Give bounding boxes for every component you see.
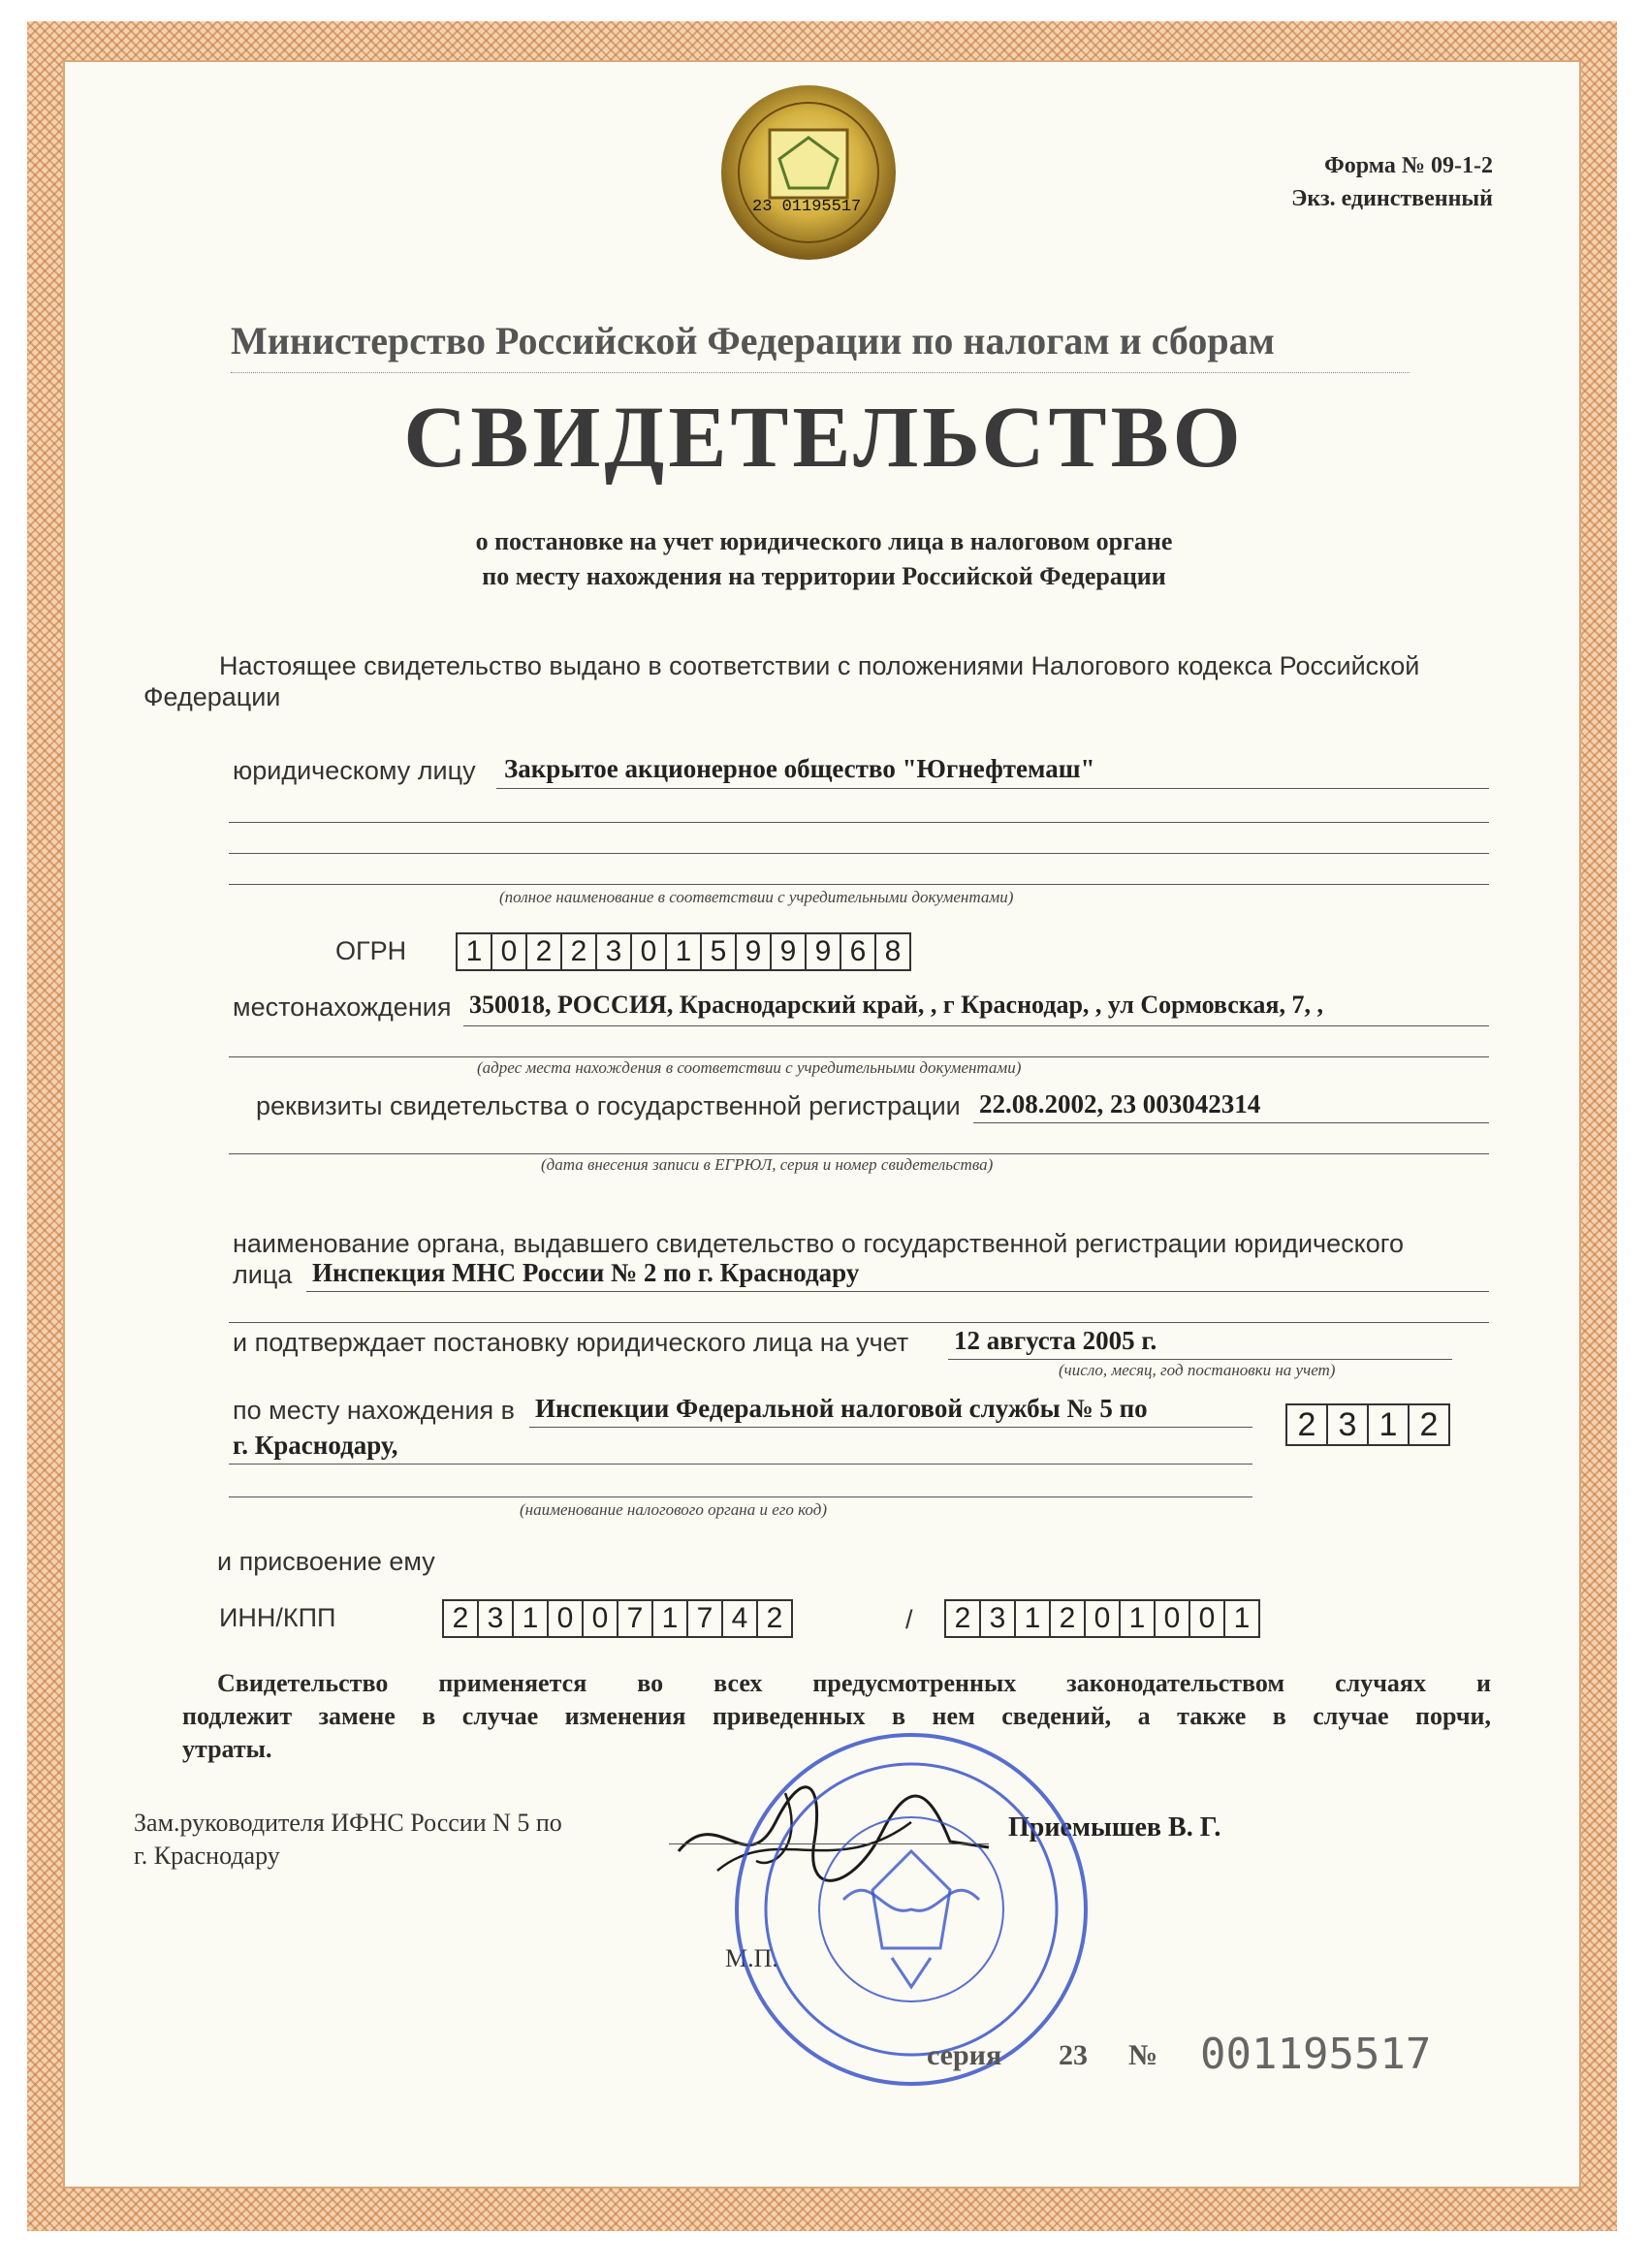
kpp-digit: 1	[1121, 1601, 1156, 1636]
kpp-digit: 0	[1086, 1601, 1121, 1636]
tax-office-code-boxes	[1285, 1403, 1450, 1446]
registration-line-1	[973, 1122, 1489, 1123]
subtitle-line-1: о постановке на учет юридического лица в налоговом органе	[475, 527, 1173, 555]
ogrn-digit: 9	[737, 934, 772, 969]
subtitle-line-2: по месту нахождения на территории Российской Федерации	[482, 562, 1166, 590]
ogrn-digit: 3	[597, 934, 632, 969]
location-hint: (адрес места нахождения в соответствии с учредительными документами)	[477, 1058, 1022, 1077]
hologram-seal	[719, 83, 898, 262]
registration-hint: (дата внесения записи в ЕГРЮЛ, серия и номер свидетельства)	[541, 1155, 994, 1174]
signatory-position-1: Зам.руководителя ИФНС России N 5 по	[134, 1809, 562, 1837]
entity-line-4	[229, 884, 1489, 885]
confirm-line	[948, 1359, 1452, 1360]
inn-digit: 3	[479, 1601, 514, 1636]
kpp-digit: 0	[1156, 1601, 1190, 1636]
tax-office-line-2	[229, 1464, 1252, 1465]
entity-value: Закрытое акционерное общество "Югнефтемаш"	[504, 754, 1095, 783]
ogrn-digit: 6	[841, 934, 876, 969]
location-line-1	[463, 1025, 1489, 1026]
ogrn-digit: 9	[772, 934, 807, 969]
kpp-digit: 1	[1233, 1602, 1251, 1634]
tax-office-label: по месту нахождения в	[233, 1396, 516, 1425]
ogrn-digit: 9	[807, 934, 841, 969]
location-line-2	[229, 1056, 1489, 1057]
intro-line-1: Настоящее свидетельство выдано в соответствии с положениями Налогового кодекса Российской	[219, 651, 1420, 680]
ogrn-digit: 2	[562, 934, 597, 969]
inn-kpp-label: ИНН/КПП	[219, 1603, 336, 1632]
ogrn-digit: 8	[884, 935, 902, 967]
issuer-line-1	[306, 1291, 1489, 1292]
inn-kpp-separator: /	[905, 1605, 913, 1634]
ogrn-digit: 0	[492, 934, 527, 969]
tax-code-digit: 3	[1328, 1405, 1369, 1444]
confirm-value: 12 августа 2005 г.	[954, 1326, 1157, 1355]
confirm-hint: (число, месяц, год постановки на учет)	[1059, 1361, 1336, 1379]
document-title: СВИДЕТЕЛЬСТВО	[403, 390, 1245, 486]
signatory-position-2: г. Краснодару	[134, 1842, 280, 1870]
entity-line-2	[229, 822, 1489, 823]
tax-code-digit: 1	[1369, 1405, 1410, 1444]
inn-digit: 7	[688, 1601, 723, 1636]
kpp-digit: 1	[1016, 1601, 1051, 1636]
ogrn-digit: 2	[527, 934, 562, 969]
stamp-place-label: М.П.	[725, 1944, 778, 1972]
entity-line-1	[496, 788, 1489, 789]
ogrn-digit: 5	[702, 934, 737, 969]
ogrn-boxes	[456, 932, 911, 971]
issuer-line-2	[229, 1322, 1489, 1323]
serial-series-label: серия	[927, 2039, 1002, 2071]
form-copy: Экз. единственный	[1291, 186, 1493, 211]
kpp-digit: 2	[946, 1601, 981, 1636]
ogrn-digit: 1	[458, 934, 492, 969]
ogrn-digit: 0	[632, 934, 667, 969]
official-stamp-image	[727, 1725, 1095, 2094]
serial-number: 001195517	[1200, 2030, 1432, 2079]
tax-office-value-1: Инспекции Федеральной налоговой службы № 5 по	[535, 1394, 1148, 1423]
entity-line-3	[229, 853, 1489, 854]
hologram-number: 23 01195517	[752, 198, 862, 216]
tax-office-value-2: г. Краснодару,	[233, 1431, 398, 1460]
registration-value: 22.08.2002, 23 003042314	[979, 1089, 1261, 1118]
signatory-name: Приемышев В. Г.	[1008, 1812, 1221, 1843]
form-number: Форма № 09-1-2	[1324, 153, 1493, 178]
issuer-value: Инспекция МНС России № 2 по г. Краснодару	[312, 1258, 860, 1287]
inn-digit: 7	[618, 1601, 653, 1636]
issuer-label-2: лица	[233, 1260, 293, 1289]
inn-digit: 2	[766, 1602, 783, 1634]
inn-digit: 1	[514, 1601, 549, 1636]
kpp-digit: 2	[1051, 1601, 1086, 1636]
intro-line-2: Федерации	[143, 682, 281, 711]
inn-digit: 1	[653, 1601, 688, 1636]
tax-office-line-3	[229, 1496, 1252, 1497]
notice-line-3: утраты.	[182, 1735, 272, 1763]
issuer-label-1: наименование органа, выдавшего свидетельство о государственной регистрации юридического	[233, 1229, 1405, 1258]
registration-label: реквизиты свидетельства о государственной регистрации	[256, 1091, 961, 1120]
kpp-digit: 0	[1190, 1601, 1225, 1636]
inn-boxes	[442, 1599, 793, 1638]
registration-line-2	[229, 1153, 1489, 1154]
inn-digit: 2	[444, 1601, 479, 1636]
location-value: 350018, РОССИЯ, Краснодарский край, , г Краснодар, , ул Сормовская, 7, ,	[469, 991, 1323, 1019]
notice-line-2: подлежит замене в случае изменения приведенных в нем сведений, а также в случае порчи,	[182, 1702, 1491, 1730]
confirm-label: и подтверждает постановку юридического лица на учет	[233, 1328, 909, 1357]
ministry-name: Министерство Российской Федерации по налогам и сборам	[231, 319, 1275, 362]
assign-label: и присвоение ему	[217, 1547, 435, 1576]
serial-series-value: 23	[1059, 2039, 1088, 2071]
kpp-digit: 3	[981, 1601, 1016, 1636]
ministry-underline	[231, 372, 1410, 373]
inn-digit: 4	[723, 1601, 758, 1636]
entity-label: юридическому лицу	[233, 756, 476, 785]
kpp-boxes	[944, 1599, 1260, 1638]
serial-number-label: №	[1128, 2039, 1158, 2071]
ogrn-label: ОГРН	[335, 936, 407, 965]
ogrn-digit: 1	[667, 934, 702, 969]
inn-digit: 0	[584, 1601, 618, 1636]
tax-code-digit: 2	[1287, 1405, 1328, 1444]
tax-office-line-1	[529, 1427, 1252, 1428]
inn-digit: 0	[549, 1601, 584, 1636]
tax-office-hint: (наименование налогового органа и его код)	[520, 1500, 827, 1519]
location-label: местонахождения	[233, 992, 452, 1022]
entity-hint: (полное наименование в соответствии с учредительными документами)	[499, 888, 1014, 906]
tax-code-digit: 2	[1419, 1406, 1439, 1443]
notice-line-1: Свидетельство применяется во всех предусмотренных законодательством случаях и	[217, 1669, 1491, 1697]
